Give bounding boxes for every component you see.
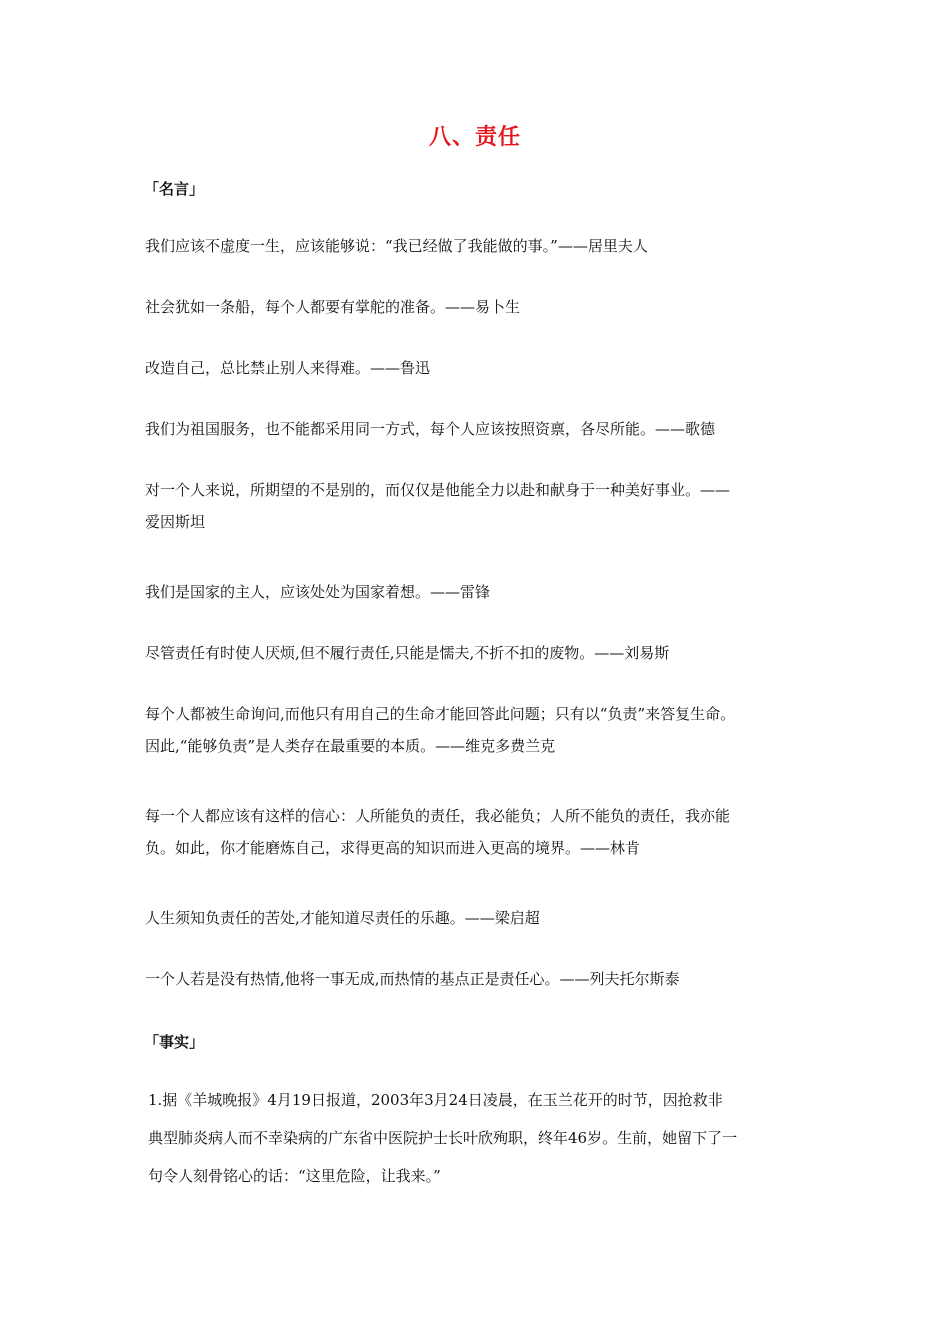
quote-paragraph	[145, 410, 815, 448]
quote-line: 每一个人都应该有这样的信心：人所能负的责任，我必能负；人所不能负的责任，我亦能	[145, 807, 731, 825]
quote-paragraph	[145, 349, 815, 387]
quote-line: 负。如此，你才能磨炼自己，求得更高的知识而进入更高的境界。——林肯	[145, 839, 641, 857]
quote-paragraph	[145, 899, 815, 937]
quote-line: 对一个人来说，所期望的不是别的，而仅仅是他能全力以赴和献身于一种美好事业。——	[145, 481, 731, 499]
quote-paragraph	[145, 471, 815, 541]
quote-paragraph	[145, 695, 815, 765]
quote-line: 我们应该不虚度一生，应该能够说：“我已经做了我能做的事。”——居里夫人	[145, 237, 648, 255]
quote-line: 社会犹如一条船，每个人都要有掌舵的准备。——易卜生	[145, 298, 521, 316]
quote-paragraph	[145, 634, 815, 672]
quote-paragraph	[145, 288, 815, 326]
quote-line: 一个人若是没有热情,他将一事无成,而热情的基点正是责任心。——列夫托尔斯泰	[145, 970, 680, 988]
quote-line: 因此,“能够负责”是人类存在最重要的本质。——维克多费兰克	[145, 737, 556, 755]
quote-paragraph	[145, 573, 815, 611]
facts-section-heading: 「事实」	[144, 1033, 205, 1051]
fact-line: 1.据《羊城晚报》4月19日报道，2003年3月24日凌晨，在玉兰花开的时节，因抢救非	[148, 1091, 723, 1109]
quote-paragraph	[145, 227, 815, 265]
quote-line: 尽管责任有时使人厌烦,但不履行责任,只能是懦夫,不折不扣的废物。——刘易斯	[145, 644, 670, 662]
fact-line: 典型肺炎病人而不幸染病的广东省中医院护士长叶欣殉职，终年46岁。生前，她留下了一	[148, 1129, 738, 1147]
quotes-section-heading: 「名言」	[144, 180, 205, 198]
fact-line: 句令人刻骨铭心的话：“这里危险，让我来。”	[148, 1167, 441, 1185]
quote-line: 我们为祖国服务，也不能都采用同一方式，每个人应该按照资禀，各尽所能。——歌德	[145, 420, 716, 438]
quote-paragraph	[145, 960, 815, 998]
quote-line: 我们是国家的主人，应该处处为国家着想。——雷锋	[145, 583, 491, 601]
quote-line: 爱因斯坦	[145, 513, 206, 531]
quote-line: 改造自己，总比禁止别人来得难。——鲁迅	[145, 359, 431, 377]
quote-line: 人生须知负责任的苦处,才能知道尽责任的乐趣。——梁启超	[145, 909, 540, 927]
quote-line: 每个人都被生命询问,而他只有用自己的生命才能回答此问题；只有以“负责”来答复生命。	[145, 705, 736, 723]
page-title: 八、责任	[428, 125, 521, 150]
fact-paragraph	[148, 1081, 818, 1195]
quote-paragraph	[145, 797, 815, 867]
